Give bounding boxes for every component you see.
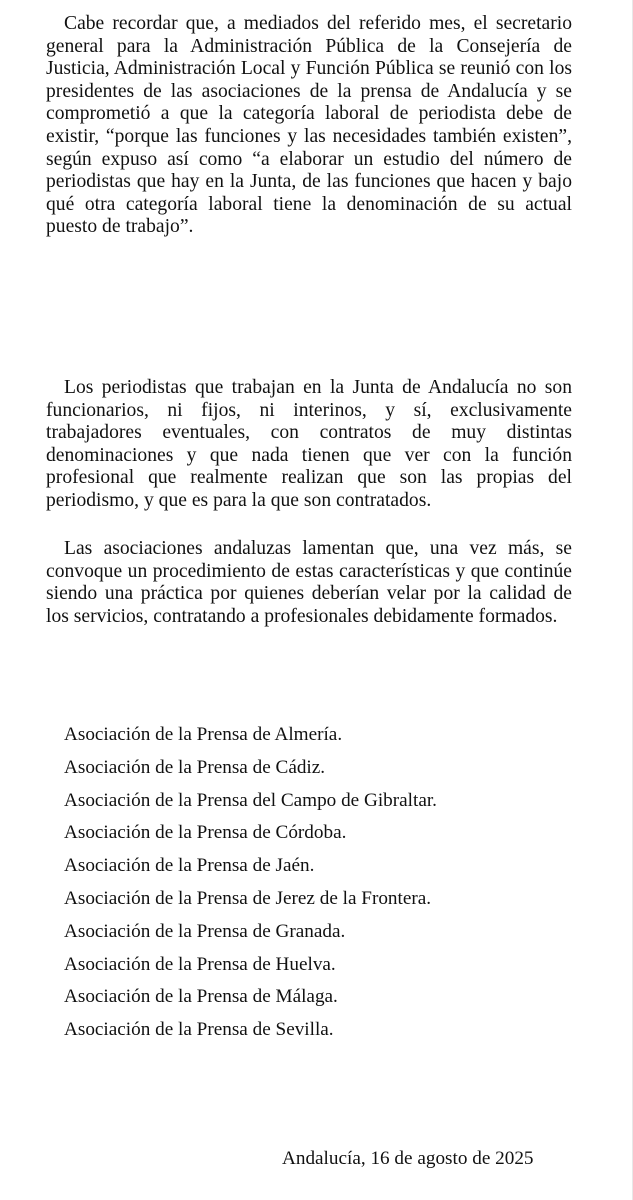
list-item: Asociación de la Prensa de Málaga. xyxy=(64,986,338,1008)
date-place-signature: Andalucía, 16 de agosto de 2025 xyxy=(282,1148,534,1169)
list-item: Asociación de la Prensa de Sevilla. xyxy=(64,1019,334,1041)
list-item: Asociación de la Prensa de Córdoba. xyxy=(64,822,347,844)
paragraph-associations-lament: Las asociaciones andaluzas lamentan que, una vez más, se convoque un procedimiento de estas características y que continúe siendo una práctica por quienes deberían velar por la calidad de los servicios, contratando a profesionales debidamente formados. xyxy=(46,538,572,627)
list-item: Asociación de la Prensa de Cádiz. xyxy=(64,756,326,778)
paragraph-journalists-status: Los periodistas que trabajan en la Junta de Andalucía no son funcionarios, ni fijos, ni interinos, y sí, exclusivamente trabajadores eventuales, con contratos de muy distintas denominaciones y que nada tienen que ver con la función profesional que realmente realizan que son las propias del periodismo, y que es para la que son contratados. xyxy=(46,377,572,511)
list-item: Asociación de la Prensa de Almería. xyxy=(64,724,343,745)
list-item: Asociación de la Prensa de Huelva. xyxy=(64,953,336,975)
list-item: Asociación de la Prensa de Jaén. xyxy=(64,855,315,877)
paragraph-meeting-commitment: Cabe recordar que, a mediados del referido mes, el secretario general para la Administración Pública de la Consejería de Justicia, Administración Local y Función Pública se reunió con los presidentes de las asociaciones de la prensa de Andalucía y se comprometió a que la categoría laboral de periodista debe de existir, “porque las funciones y las necesidades también existen”, según expuso así como “a elaborar un estudio del número de periodistas que hay en la Junta, de las funciones que hacen y bajo qué otra categoría laboral tiene la denominación de su actual puesto de trabajo”. xyxy=(46,13,572,238)
association-signatories-list xyxy=(64,724,437,1052)
list-item: Asociación de la Prensa de Jerez de la Frontera. xyxy=(64,887,432,909)
list-item: Asociación de la Prensa de Granada. xyxy=(64,920,346,942)
list-item: Asociación de la Prensa del Campo de Gibraltar. xyxy=(64,789,437,811)
